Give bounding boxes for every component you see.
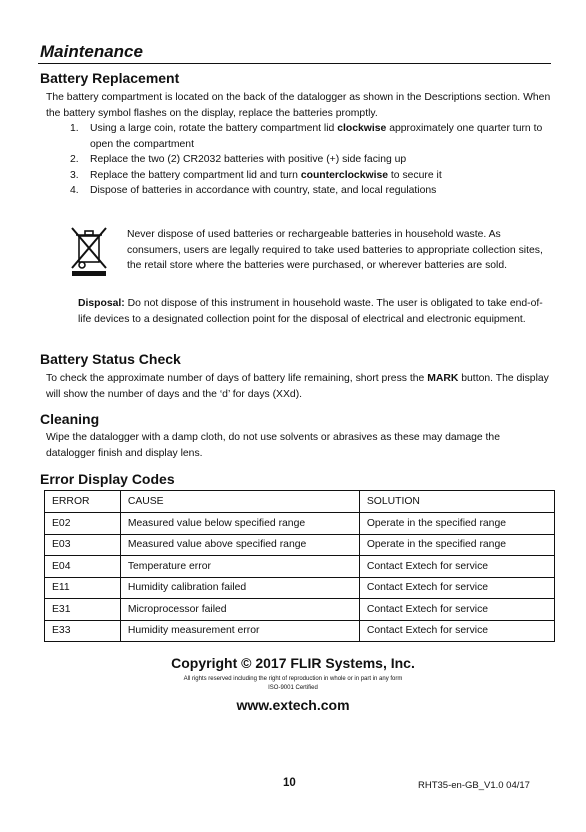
disposal-text: Do not dispose of this instrument in household waste. The user is obligated to take end-of-life devices to a designated collection point for the disposal of electrical and electronic equipment. (78, 298, 543, 325)
instrument-disposal-notice (78, 296, 551, 327)
solution-cell: Operate in the specified range (359, 534, 554, 556)
step-text: Replace the two (2) CR2032 batteries with positive (+) side facing up (90, 154, 407, 165)
solution-cell: Operate in the specified range (359, 513, 554, 535)
column-header: CAUSE (120, 491, 359, 513)
table-row (45, 556, 555, 578)
document-id: RHT35-en-GB_V1.0 04/17 (418, 780, 530, 791)
step-text: Replace the battery compartment lid and turn (90, 169, 301, 181)
step-item (46, 152, 551, 168)
table-row (45, 577, 555, 599)
page-title: Maintenance (40, 42, 143, 61)
table-row (45, 620, 555, 642)
error-codes-table (44, 490, 555, 642)
rights-reserved-text: All rights reserved including the right of reproduction in whole or in part in any form (183, 676, 403, 682)
solution-cell: Contact Extech for service (359, 599, 554, 621)
error-code-cell: E04 (45, 556, 121, 578)
cleaning-heading: Cleaning (40, 411, 100, 427)
battery-replacement-heading: Battery Replacement (40, 70, 180, 86)
step-emphasis: clockwise (337, 123, 387, 134)
battery-steps-list (46, 121, 551, 199)
solution-cell: Contact Extech for service (359, 577, 554, 599)
cause-cell: Measured value below specified range (120, 513, 359, 535)
step-text: approximately one quarter turn to open the compartment (90, 123, 543, 150)
iso-certification-text: ISO-9001 Certified (268, 685, 318, 691)
step-number: 2. (70, 154, 79, 165)
step-number: 1. (70, 123, 79, 134)
step-text: to secure it (388, 169, 442, 181)
solution-cell: Contact Extech for service (359, 620, 554, 642)
step-item (46, 168, 551, 184)
battery-status-text (46, 371, 551, 402)
table-row (45, 599, 555, 621)
battery-status-heading: Battery Status Check (40, 351, 181, 367)
copyright-notice: Copyright © 2017 FLIR Systems, Inc. (171, 655, 415, 671)
battery-disposal-notice: Never dispose of used batteries or rechargeable batteries in household waste. As consumers, users are legally required to take used batteries to appropriate collection sites, the retail store where the batteries were purchased, or wherever batteries are sold. (127, 229, 543, 271)
page-number: 10 (283, 777, 296, 789)
disposal-label: Disposal: (78, 298, 125, 309)
column-header: ERROR (45, 491, 121, 513)
step-emphasis: counterclockwise (300, 169, 389, 181)
cause-cell: Measured value above specified range (120, 534, 359, 556)
battery-replacement-intro: The battery compartment is located on the back of the datalogger as shown in the Descriptions section. When the battery symbol flashes on the display, replace the batteries promptly. (46, 92, 551, 119)
mark-button-label: MARK (427, 373, 459, 384)
error-codes-heading: Error Display Codes (40, 471, 175, 487)
cause-cell: Humidity measurement error (120, 620, 359, 642)
cause-cell: Temperature error (120, 556, 359, 578)
column-header: SOLUTION (359, 491, 554, 513)
cause-cell: Microprocessor failed (120, 599, 359, 621)
step-text: Dispose of batteries in accordance with country, state, and local regulations (90, 185, 437, 196)
error-code-cell: E02 (45, 513, 121, 535)
step-text: Using a large coin, rotate the battery compartment lid (90, 123, 338, 134)
error-code-cell: E03 (45, 534, 121, 556)
cause-cell: Humidity calibration failed (120, 577, 359, 599)
step-item (46, 183, 551, 199)
status-text: button. The display will show the number of days and the ‘d’ for days (XXd). (46, 373, 549, 400)
cleaning-text: Wipe the datalogger with a damp cloth, do not use solvents or abrasives as these may damage the datalogger finish and display lens. (46, 432, 500, 459)
step-item (46, 121, 551, 152)
table-row (45, 534, 555, 556)
error-code-cell: E31 (45, 599, 121, 621)
solution-cell: Contact Extech for service (359, 556, 554, 578)
title-underline (38, 63, 551, 64)
table-row (45, 513, 555, 535)
step-number: 3. (70, 169, 79, 181)
crossed-out-wheelie-bin-icon (68, 224, 110, 276)
error-code-cell: E11 (45, 577, 121, 599)
website-link[interactable]: www.extech.com (236, 697, 350, 713)
error-code-cell: E33 (45, 620, 121, 642)
status-text: To check the approximate number of days of battery life remaining, short press the (46, 373, 428, 384)
step-number: 4. (70, 185, 79, 196)
table-header-row (45, 491, 555, 513)
